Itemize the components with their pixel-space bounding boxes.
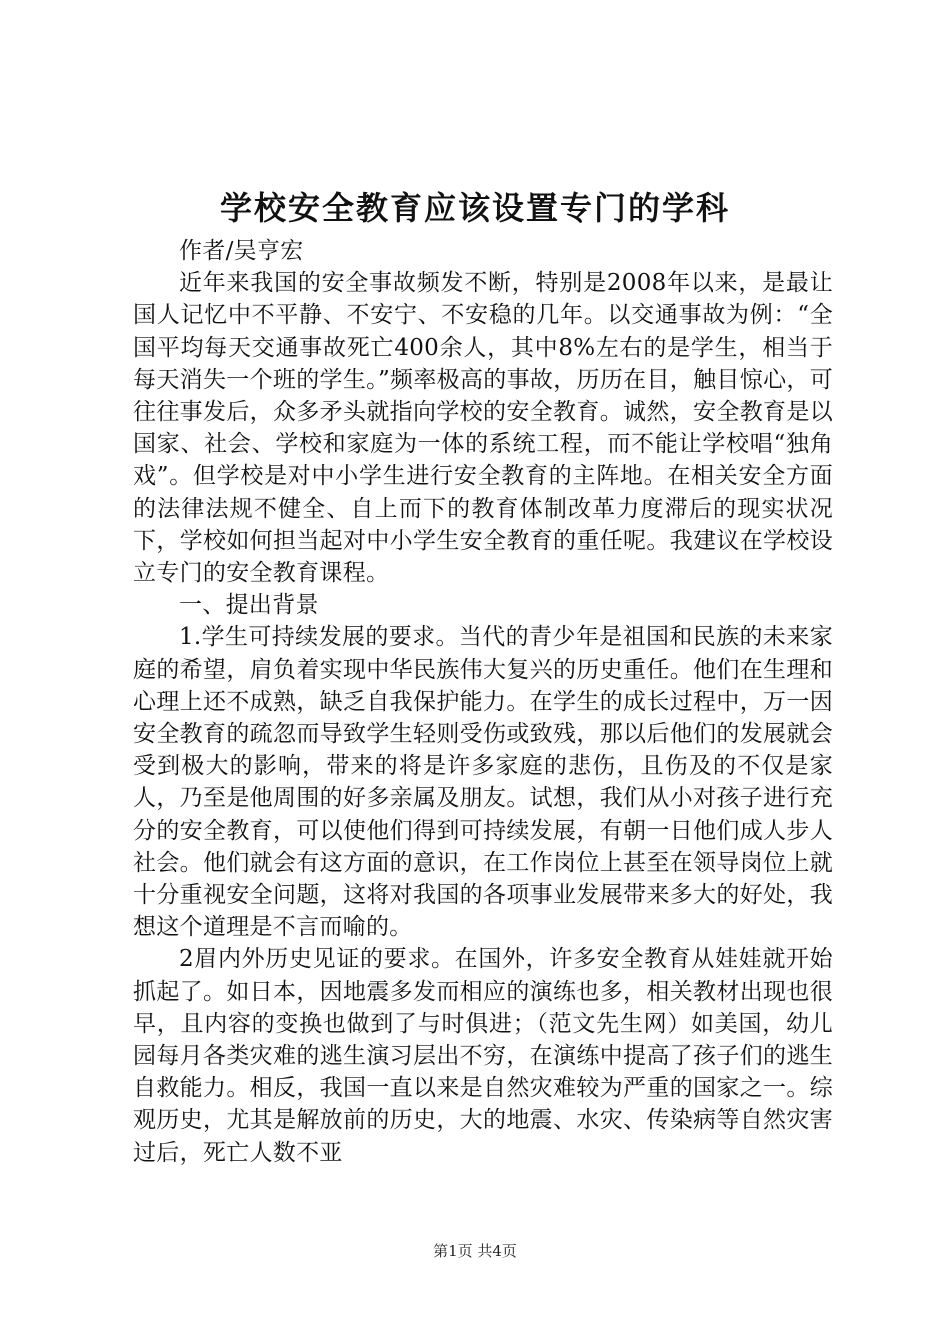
paragraph-point-2: 2眉内外历史见证的要求。在国外，许多安全教育从娃娃就开始抓起了。如日本，因地震多发而相应的演练也多，相关教材出现也很早，且内容的变换也做到了与时俱进；（范文先生网）如美国，幼儿园每月各类灾难的逃生演习层出不穷，在演练中提高了孩子们的逃生自救能力。相反，我国一直以来是自然灾难较为严重的国家之一。综观历史，尤其是解放前的历史，大的地震、水灾、传染病等自然灾害过后，死亡人数不亚 — [133, 946, 833, 1166]
document-body — [133, 235, 833, 1169]
section-heading: 一、提出背景 — [179, 592, 319, 619]
author-line: 作者/吴亨宏 — [179, 238, 304, 264]
paragraph-point-1: 1.学生可持续发展的要求。当代的青少年是祖国和民族的未来家庭的希望，肩负着实现中华民族伟大复兴的历史重任。他们在生理和心理上还不成熟，缺乏自我保护能力。在学生的成长过程中，万一因安全教育的疏忽而导致学生轻则受伤或致残，那以后他们的发展就会受到极大的影响，带来的将是许多家庭的悲伤，且伤及的不仅是家人，乃至是他周围的好多亲属及朋友。试想，我们从小对孩子进行充分的安全教育，可以使他们得到可持续发展，有朝一日他们成人步人社会。他们就会有这方面的意识，在工作岗位上甚至在领导岗位上就十分重视安全问题，这将对我国的各项事业发展带来多大的好处，我想这个道理是不言而喻的。 — [133, 624, 833, 941]
paragraph-intro: 近年来我国的安全事故频发不断，特别是2008年以来，是最让国人记忆中不平静、不安宁、不安稳的几年。以交通事故为例：“全国平均每天交通事故死亡400余人，其中8%左右的是学生，相当于每天消失一个班的学生。”频率极高的事故，历历在目，触目惊心，可往往事发后，众多矛头就指向学校的安全教育。诚然，安全教育是以国家、社会、学校和家庭为一体的系统工程，而不能让学校唱“独角戏”。但学校是对中小学生进行安全教育的主阵地。在相关安全方面的法律法规不健全、自上而下的教育体制改革力度滞后的现实状况下，学校如何担当起对中小学生安全教育的重任呢。我建议在学校设立专门的安全教育课程。 — [133, 270, 833, 587]
page-footer: 第1页 共4页 — [433, 1242, 517, 1260]
document-title: 学校安全教育应该设置专门的学科 — [219, 189, 730, 227]
